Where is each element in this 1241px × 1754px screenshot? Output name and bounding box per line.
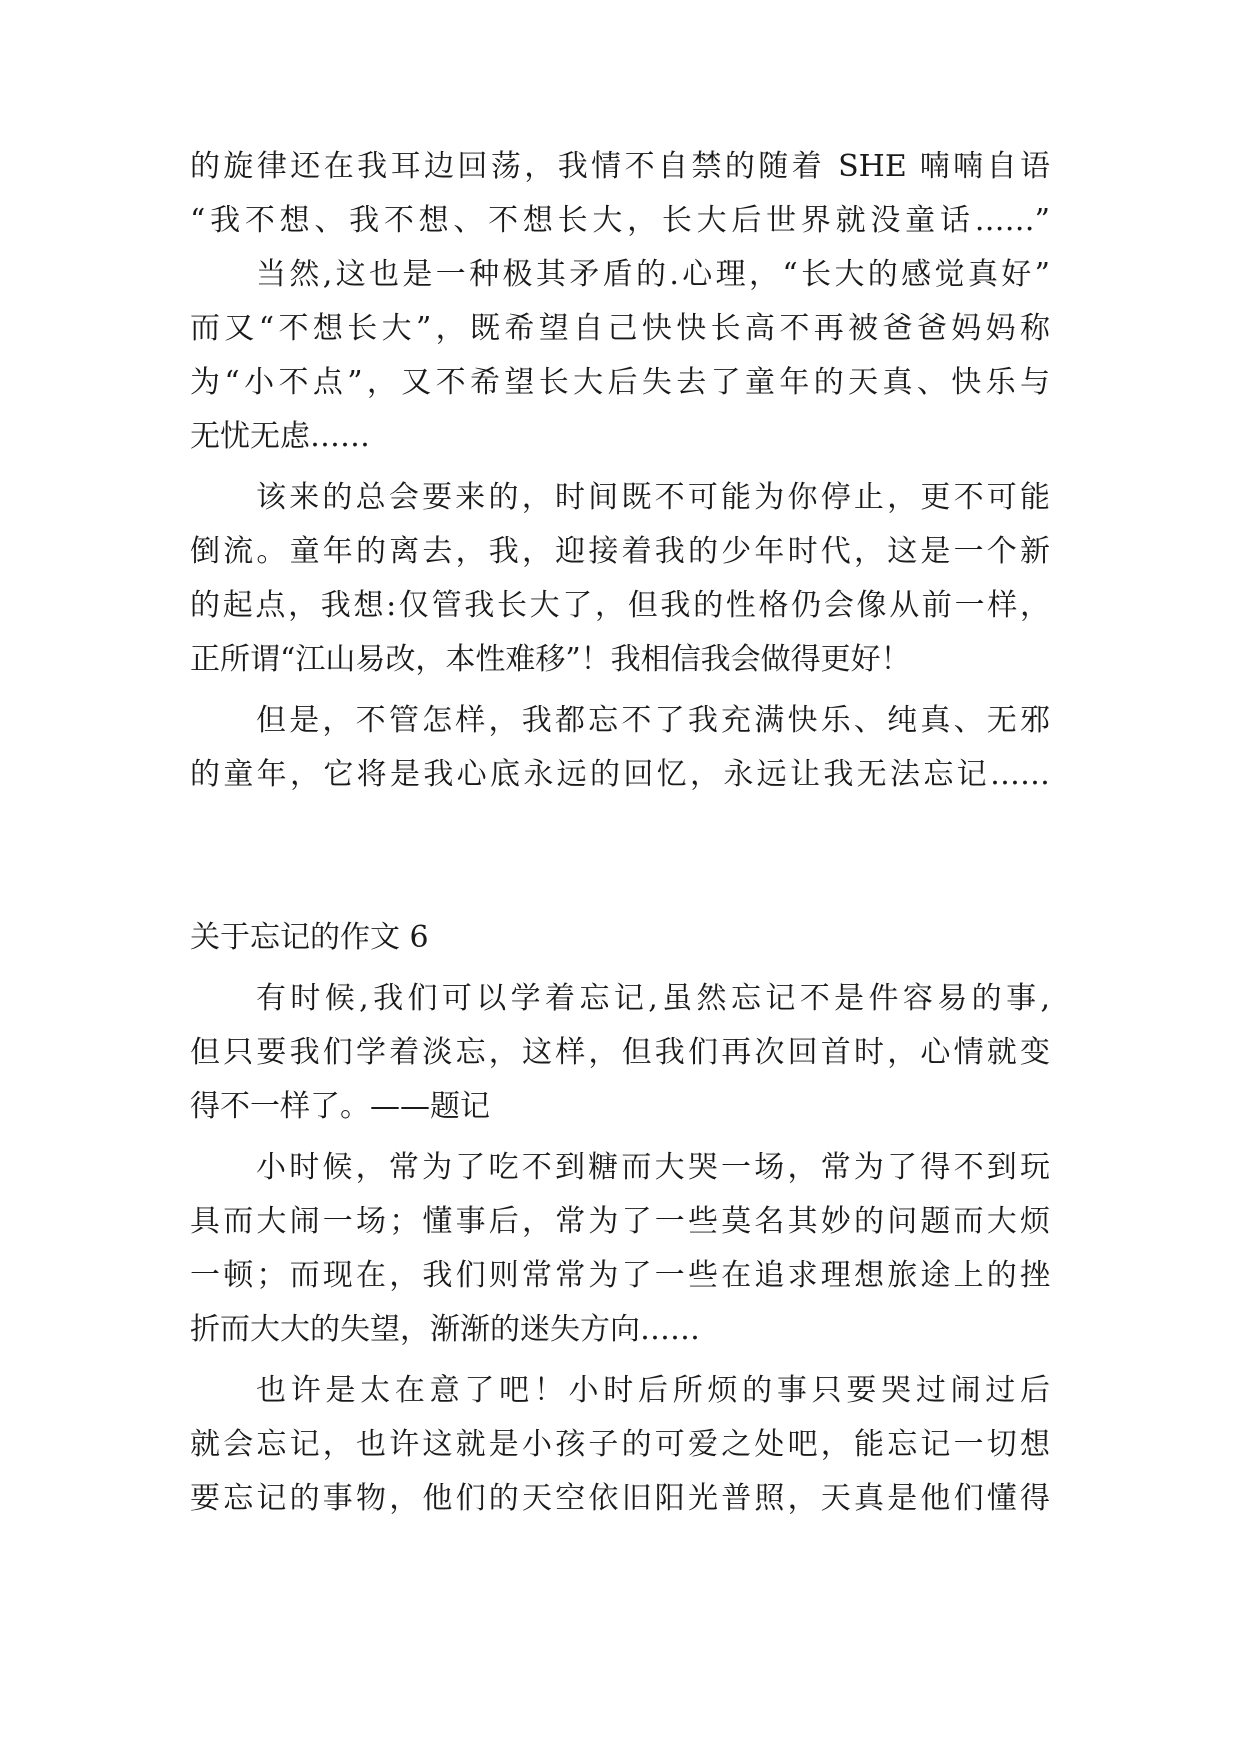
text-line: 的旋律还在我耳边回荡，我情不自禁的随着 SHE 喃喃自语	[190, 149, 1050, 184]
text-line: 折而大大的失望，渐渐的迷失方向……	[190, 1312, 700, 1347]
text-line: 为“小不点”，又不希望长大后失去了童年的天真、快乐与	[190, 365, 1050, 400]
text-line: 一顿；而现在，我们则常常为了一些在追求理想旅途上的挫	[190, 1258, 1050, 1293]
text-line: 无忧无虑……	[190, 419, 370, 454]
text-line: 得不一样了。——题记	[190, 1089, 490, 1124]
paragraph-first-line: 小时候，常为了吃不到糖而大哭一场，常为了得不到玩	[256, 1150, 1050, 1185]
paragraph-first-line: 该来的总会要来的，时间既不可能为你停止，更不可能	[256, 480, 1050, 515]
text-line: 要忘记的事物，他们的天空依旧阳光普照，天真是他们懂得	[190, 1481, 1050, 1516]
text-line: 而又“不想长大”，既希望自己快快长高不再被爸爸妈妈称	[190, 311, 1050, 346]
text-line: “我不想、我不想、不想长大，长大后世界就没童话……”	[190, 203, 1050, 238]
text-line: 的起点，我想:仅管我长大了，但我的性格仍会像从前一样，	[190, 588, 1050, 623]
paragraph-first-line: 当然,这也是一种极其矛盾的.心理，“长大的感觉真好”	[256, 257, 1050, 292]
section-heading: 关于忘记的作文 6	[190, 920, 429, 955]
paragraph-first-line: 有时候,我们可以学着忘记,虽然忘记不是件容易的事,	[256, 981, 1050, 1016]
text-line: 的童年，它将是我心底永远的回忆，永远让我无法忘记……	[190, 757, 1050, 792]
paragraph-first-line: 但是，不管怎样，我都忘不了我充满快乐、纯真、无邪	[256, 703, 1050, 738]
paragraph-first-line: 也许是太在意了吧！小时后所烦的事只要哭过闹过后	[256, 1373, 1050, 1408]
text-line: 正所谓“江山易改，本性难移”！我相信我会做得更好！	[190, 642, 911, 677]
text-line: 但只要我们学着淡忘，这样，但我们再次回首时，心情就变	[190, 1035, 1050, 1070]
text-line: 就会忘记，也许这就是小孩子的可爱之处吧，能忘记一切想	[190, 1427, 1050, 1462]
text-line: 倒流。童年的离去，我，迎接着我的少年时代，这是一个新	[190, 534, 1050, 569]
text-line: 具而大闹一场；懂事后，常为了一些莫名其妙的问题而大烦	[190, 1204, 1050, 1239]
